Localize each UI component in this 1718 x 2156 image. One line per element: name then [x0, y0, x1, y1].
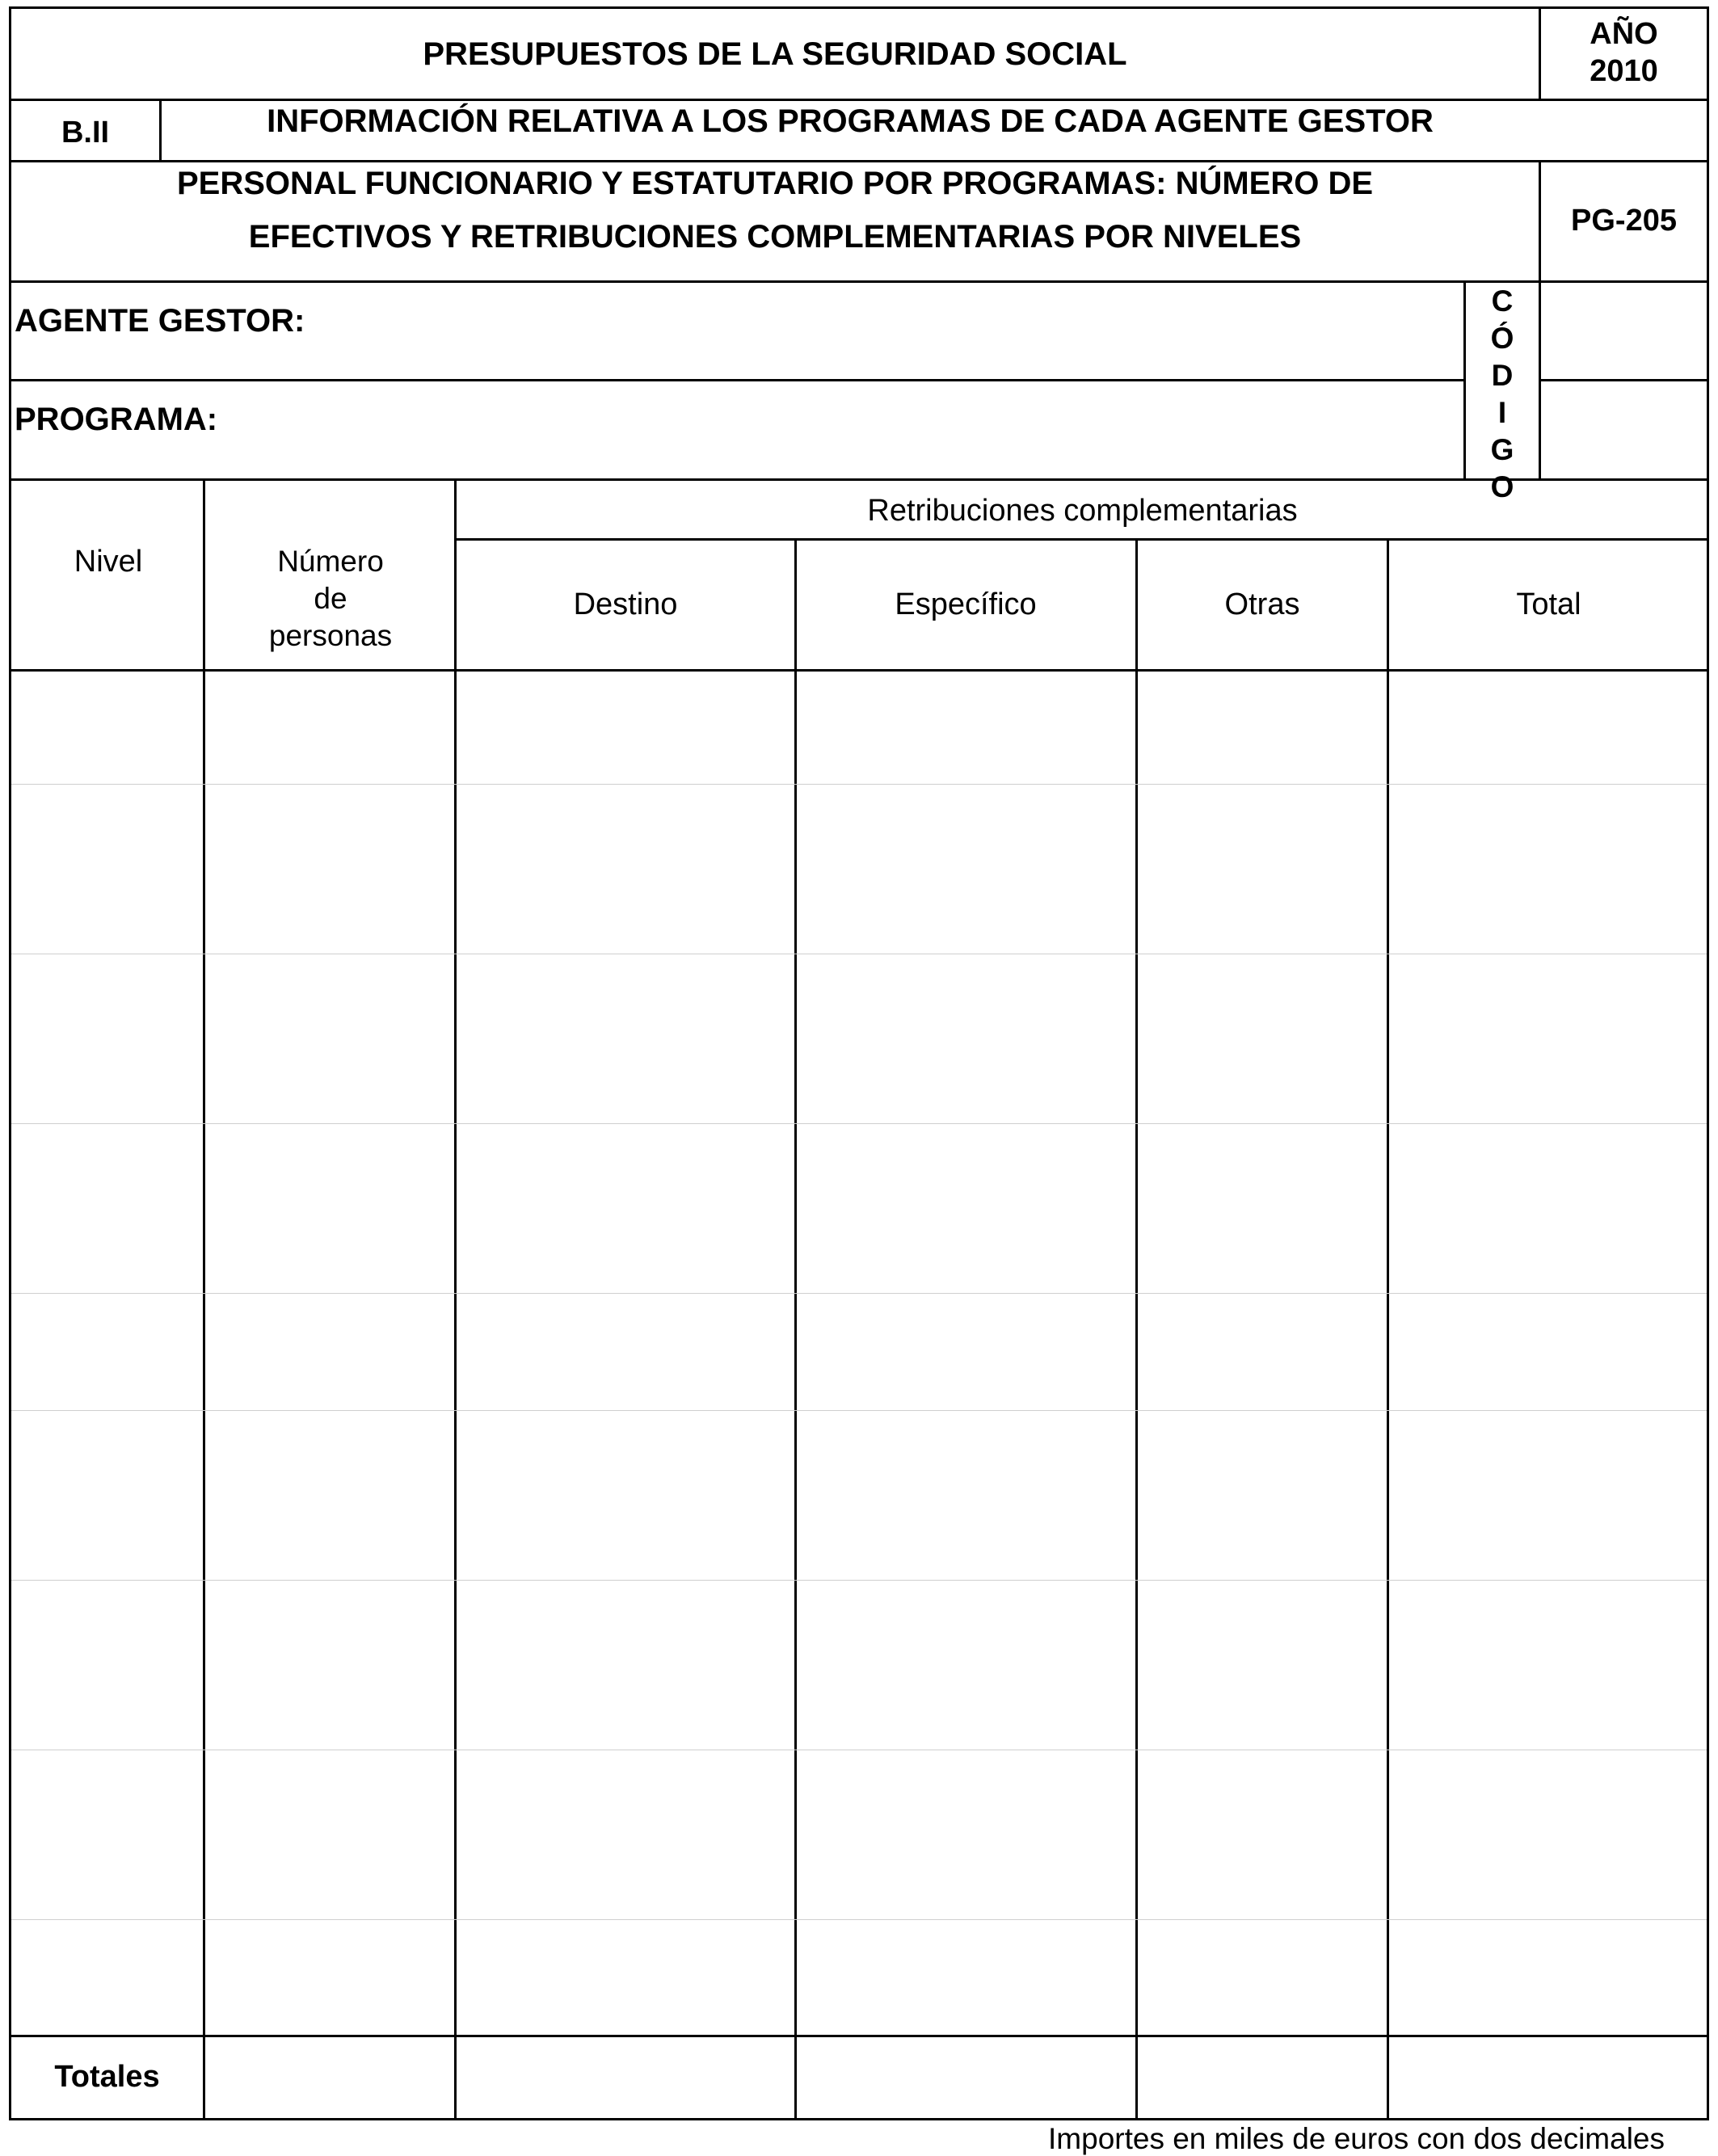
divider — [9, 379, 1463, 381]
row-guide — [11, 784, 1707, 785]
codigo-letter: D — [1491, 359, 1514, 392]
form-title-line1: PERSONAL FUNCIONARIO Y ESTATUTARIO POR PROGRAMAS: NÚMERO DE — [176, 166, 1374, 201]
divider — [9, 478, 1709, 481]
col-header-total: Total — [1516, 587, 1581, 621]
divider — [9, 2035, 1709, 2037]
row-guide — [11, 1123, 1707, 1124]
divider — [9, 280, 1709, 283]
row-guide — [11, 1410, 1707, 1411]
codigo-letter: I — [1497, 396, 1507, 429]
col-header-especifico: Específico — [895, 587, 1037, 621]
programa-code-field[interactable] — [1541, 381, 1707, 478]
form-title-line2: EFECTIVOS Y RETRIBUCIONES COMPLEMENTARIAS POR NIVELES — [248, 219, 1302, 255]
year-value: 2010 — [1590, 54, 1658, 89]
col-header-de: de — [314, 581, 347, 615]
year-label: AÑO — [1590, 17, 1658, 52]
agente-gestor-code-field[interactable] — [1541, 283, 1707, 379]
agente-gestor-label: AGENTE GESTOR: — [15, 303, 305, 339]
column-divider — [1387, 538, 1389, 2120]
row-guide — [11, 1293, 1707, 1294]
col-header-nivel: Nivel — [74, 545, 143, 579]
section-title: INFORMACIÓN RELATIVA A LOS PROGRAMAS DE CADA AGENTE GESTOR — [267, 103, 1434, 139]
footer-note: Importes en miles de euros con dos decimales — [1048, 2121, 1665, 2155]
col-header-destino: Destino — [573, 587, 678, 621]
codigo-letter: O — [1490, 470, 1514, 503]
row-guide — [11, 1919, 1707, 1920]
group-header-retribuciones: Retribuciones complementarias — [867, 494, 1298, 528]
page-title: PRESUPUESTOS DE LA SEGURIDAD SOCIAL — [423, 36, 1127, 72]
col-header-personas: personas — [268, 618, 393, 652]
programa-label: PROGRAMA: — [15, 402, 218, 437]
section-code: B.II — [61, 116, 110, 150]
col-header-numero: Número — [277, 544, 384, 578]
form-code: PG-205 — [1571, 204, 1677, 238]
codigo-letter: C — [1491, 284, 1514, 318]
column-divider — [454, 478, 457, 2120]
column-divider — [1135, 538, 1138, 2120]
column-divider — [203, 478, 205, 2120]
column-divider — [794, 538, 797, 2120]
codigo-vertical-label — [1466, 283, 1539, 503]
row-guide — [11, 1580, 1707, 1581]
col-header-otras: Otras — [1224, 587, 1300, 621]
divider — [9, 669, 1709, 672]
codigo-letter: G — [1490, 433, 1514, 466]
codigo-letter: Ó — [1490, 322, 1514, 355]
totals-label: Totales — [54, 2060, 160, 2095]
